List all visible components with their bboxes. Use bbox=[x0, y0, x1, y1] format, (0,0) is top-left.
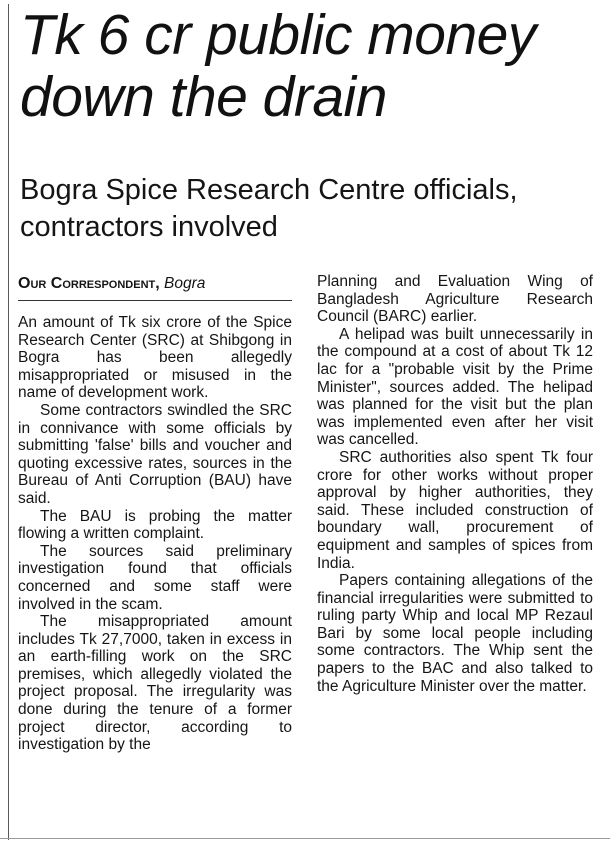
article-paragraph: Papers containing allegations of the financial irregularities were submitted to ruling party Whip and local MP Rezaul Bari by some local people including some contractors. The Whip sent the papers to the BAC and also talked to the Agriculture Minister over the matter. bbox=[317, 572, 593, 695]
article-paragraph: The BAU is probing the matter flowing a written complaint. bbox=[18, 507, 292, 543]
article-column-right bbox=[317, 273, 593, 695]
byline bbox=[18, 275, 292, 301]
article-paragraph: SRC authorities also spent Tk four crore for other works without proper approval by higher authorities, they said. These included construction of boundary wall, procurement of equipment and samples of spices from India. bbox=[317, 448, 593, 572]
article-column-left bbox=[18, 314, 292, 754]
subheadline-line-1: Bogra Spice Research Centre officials, bbox=[20, 174, 518, 206]
headline-line-2: down the drain bbox=[20, 65, 387, 129]
left-column-rule bbox=[8, 4, 9, 840]
byline-place: Bogra bbox=[164, 275, 206, 292]
headline-line-1: Tk 6 cr public money bbox=[20, 3, 536, 67]
article-paragraph: A helipad was built unnecessarily in the compound at a cost of about Tk 12 lac for a "probable visit by the Prime Minister", sources added. The helipad was planned for the visit but the plan was implemented even after her visit was cancelled. bbox=[317, 325, 593, 449]
article-paragraph: The misappropriated amount includes Tk 27,7000, taken in excess in an earth-filling work on the SRC premises, which allegedly violated the project proposal. The irregularity was done during the tenure of a former project director, according to investigation by the bbox=[18, 613, 292, 754]
article-paragraph: Some contractors swindled the SRC in connivance with some officials by submitting 'false' bills and voucher and quoting excessive rates, sources in the Bureau of Anti Corruption (BAU) have said. bbox=[18, 401, 292, 507]
byline-correspondent: Our Correspondent, bbox=[18, 275, 160, 292]
bottom-rule bbox=[0, 838, 610, 839]
article-paragraph: The sources said preliminary investigation found that officials concerned and some staff were involved in the scam. bbox=[18, 542, 292, 613]
subheadline bbox=[20, 172, 605, 246]
subheadline-line-2: contractors involved bbox=[20, 211, 278, 243]
article-paragraph: Planning and Evaluation Wing of Bangladesh Agriculture Research Council (BARC) earlier. bbox=[317, 273, 593, 326]
article-paragraph: An amount of Tk six crore of the Spice Research Center (SRC) at Shibgong in Bogra has been allegedly misappropriated or misused in the name of development work. bbox=[18, 314, 292, 402]
headline bbox=[20, 4, 605, 128]
